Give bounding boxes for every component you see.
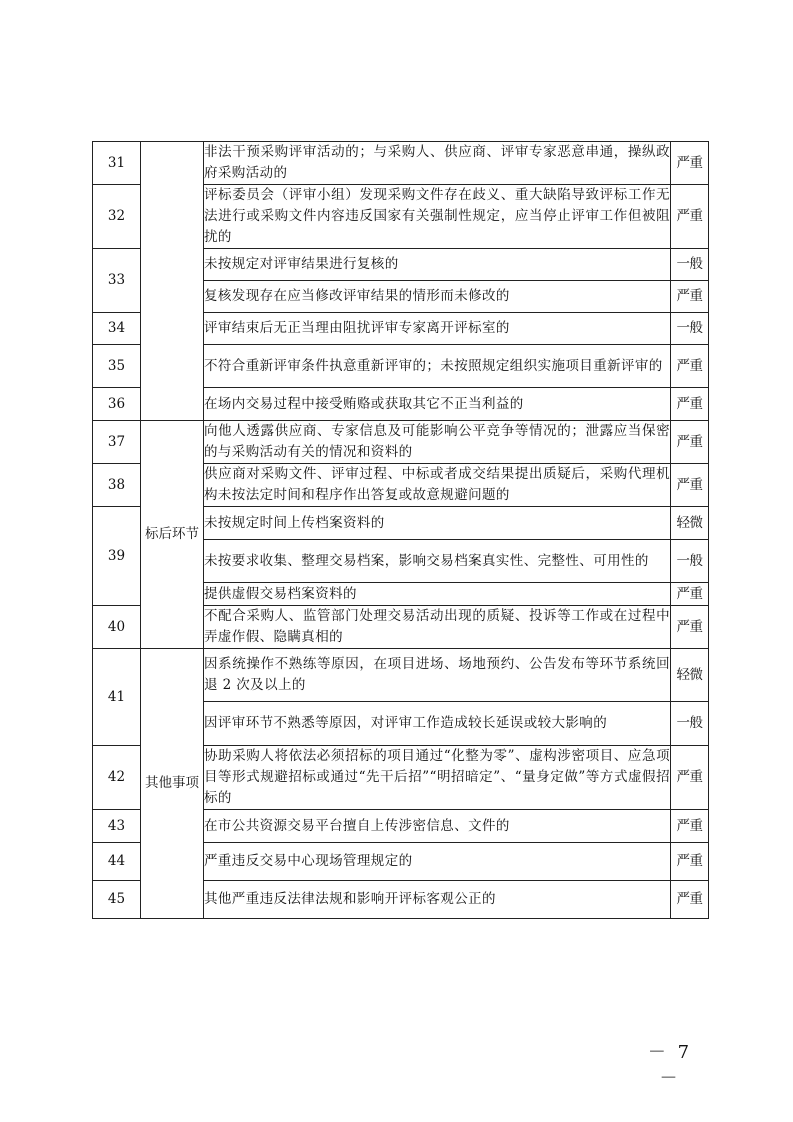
stage-other: 其他事项 — [141, 649, 204, 919]
row-number: 33 — [93, 249, 141, 313]
row-number: 40 — [93, 606, 141, 649]
severity-level: 一般 — [671, 249, 709, 281]
row-number: 32 — [93, 185, 141, 249]
row-number: 36 — [93, 388, 141, 421]
table-row — [93, 649, 709, 702]
row-number: 39 — [93, 507, 141, 606]
table-row — [93, 421, 709, 464]
severity-level: 一般 — [671, 702, 709, 746]
row-description: 协助采购人将依法必须招标的项目通过“化整为零”、虚构涉密项目、应急项目等形式规避招标或通过“先干后招”“明招暗定”、“量身定做”等方式虚假招标的 — [204, 746, 671, 810]
severity-level: 严重 — [671, 843, 709, 881]
row-number: 45 — [93, 881, 141, 919]
severity-level: 严重 — [671, 583, 709, 606]
row-description: 其他严重违反法律法规和影响开评标客观公正的 — [204, 881, 671, 919]
row-description: 严重违反交易中心现场管理规定的 — [204, 843, 671, 881]
severity-level: 严重 — [671, 388, 709, 421]
severity-level: 严重 — [671, 185, 709, 249]
table-row — [93, 142, 709, 185]
row-description: 提供虚假交易档案资料的 — [204, 583, 671, 606]
row-description: 因系统操作不熟练等原因，在项目进场、场地预约、公告发布等环节系统回退 2 次及以上的 — [204, 649, 671, 702]
row-description: 未按要求收集、整理交易档案，影响交易档案真实性、完整性、可用性的 — [204, 540, 671, 583]
severity-level: 严重 — [671, 746, 709, 810]
row-number: 42 — [93, 746, 141, 810]
row-number: 38 — [93, 464, 141, 507]
row-description: 复核发现存在应当修改评审结果的情形而未修改的 — [204, 281, 671, 313]
row-description: 向他人透露供应商、专家信息及可能影响公平竞争等情况的；泄露应当保密的与采购活动有关的情况和资料的 — [204, 421, 671, 464]
severity-level: 严重 — [671, 464, 709, 507]
severity-level: 严重 — [671, 421, 709, 464]
row-number: 43 — [93, 810, 141, 843]
row-description: 未按规定对评审结果进行复核的 — [204, 249, 671, 281]
severity-level: 严重 — [671, 881, 709, 919]
severity-level: 严重 — [671, 345, 709, 388]
stage-cell-empty — [141, 142, 204, 421]
severity-level: 一般 — [671, 540, 709, 583]
severity-level: 严重 — [671, 281, 709, 313]
row-number: 35 — [93, 345, 141, 388]
severity-level: 严重 — [671, 606, 709, 649]
page-number: － 7 － — [647, 1042, 693, 1089]
row-description: 未按规定时间上传档案资料的 — [204, 507, 671, 540]
row-description: 因评审环节不熟悉等原因，对评审工作造成较长延误或较大影响的 — [204, 702, 671, 746]
severity-level: 轻微 — [671, 649, 709, 702]
row-number: 37 — [93, 421, 141, 464]
row-number: 41 — [93, 649, 141, 746]
row-description: 不配合采购人、监管部门处理交易活动出现的质疑、投诉等工作或在过程中弄虚作假、隐瞒真相的 — [204, 606, 671, 649]
row-description: 在市公共资源交易平台擅自上传涉密信息、文件的 — [204, 810, 671, 843]
severity-level: 轻微 — [671, 507, 709, 540]
row-description: 不符合重新评审条件执意重新评审的；未按照规定组织实施项目重新评审的 — [204, 345, 671, 388]
row-description: 非法干预采购评审活动的；与采购人、供应商、评审专家恶意串通，操纵政府采购活动的 — [204, 142, 671, 185]
severity-level: 严重 — [671, 142, 709, 185]
severity-level: 严重 — [671, 810, 709, 843]
row-description: 在场内交易过程中接受贿赂或获取其它不正当利益的 — [204, 388, 671, 421]
row-description: 评审结束后无正当理由阻扰评审专家离开评标室的 — [204, 313, 671, 345]
row-description: 供应商对采购文件、评审过程、中标或者成交结果提出质疑后，采购代理机构未按法定时间和程序作出答复或故意规避问题的 — [204, 464, 671, 507]
severity-level: 一般 — [671, 313, 709, 345]
violation-table — [92, 141, 709, 919]
row-description: 评标委员会（评审小组）发现采购文件存在歧义、重大缺陷导致评标工作无法进行或采购文件内容违反国家有关强制性规定，应当停止评审工作但被阻扰的 — [204, 185, 671, 249]
row-number: 34 — [93, 313, 141, 345]
row-number: 31 — [93, 142, 141, 185]
stage-post-bid: 标后环节 — [141, 421, 204, 649]
row-number: 44 — [93, 843, 141, 881]
